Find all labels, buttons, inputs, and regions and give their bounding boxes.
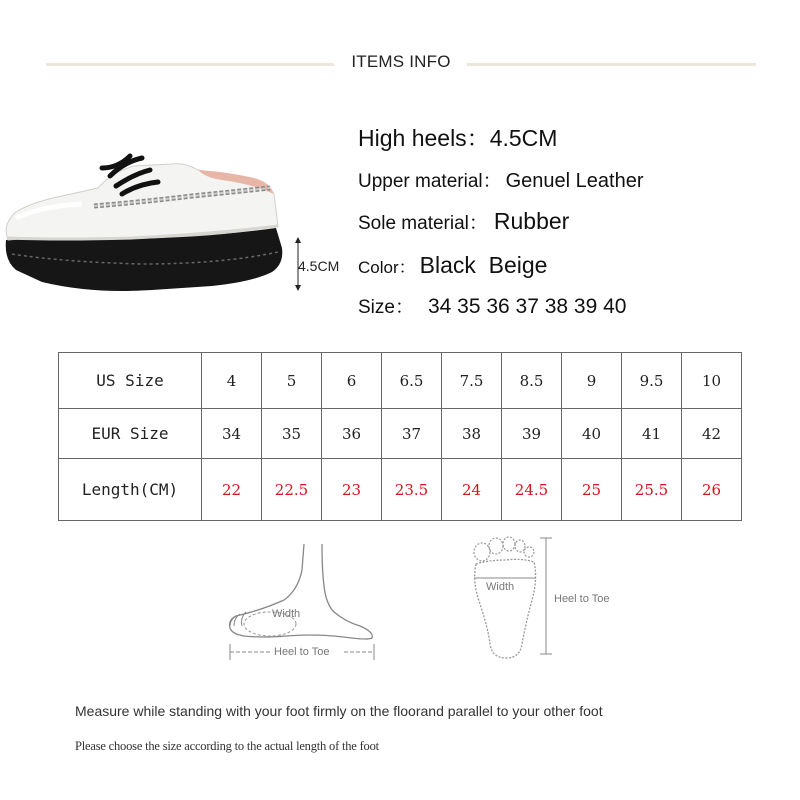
size-chart-table xyxy=(58,352,742,521)
table-cell: 39 xyxy=(502,409,562,459)
spec-sole xyxy=(358,208,569,235)
spec-heel-label: High heels： xyxy=(358,125,490,151)
table-cell: 6.5 xyxy=(382,353,442,409)
table-cell: 7.5 xyxy=(442,353,502,409)
foot-side-diagram xyxy=(222,540,382,662)
spec-upper-label: Upper material： xyxy=(358,171,502,192)
table-cell: 36 xyxy=(322,409,382,459)
table-cell: 9.5 xyxy=(622,353,682,409)
table-cell: 10 xyxy=(682,353,742,409)
spec-color-label: Color： xyxy=(358,258,416,277)
shoe-image xyxy=(2,148,288,294)
table-cell: 24.5 xyxy=(502,459,562,521)
table-cell: 23 xyxy=(322,459,382,521)
header-rule-left xyxy=(46,63,334,66)
spec-color-value: Black Beige xyxy=(419,252,548,278)
side-length-label: Heel to Toe xyxy=(274,646,330,658)
row-header-eur: EUR Size xyxy=(59,409,202,459)
table-cell: 41 xyxy=(622,409,682,459)
spec-color xyxy=(358,252,547,279)
table-cell: 6 xyxy=(322,353,382,409)
table-cell: 4 xyxy=(202,353,262,409)
table-cell: 26 xyxy=(682,459,742,521)
table-cell: 22.5 xyxy=(262,459,322,521)
header-title: ITEMS INFO xyxy=(351,52,451,71)
row-header-us: US Size xyxy=(59,353,202,409)
table-cell: 37 xyxy=(382,409,442,459)
table-row-length xyxy=(59,459,742,521)
table-cell: 23.5 xyxy=(382,459,442,521)
spec-heel-value: 4.5CM xyxy=(489,125,558,151)
heel-height-label: 4.5CM xyxy=(298,258,340,274)
table-cell: 35 xyxy=(262,409,322,459)
table-cell: 22 xyxy=(202,459,262,521)
top-length-label: Heel to Toe xyxy=(554,593,610,605)
table-cell: 5 xyxy=(262,353,322,409)
table-cell: 42 xyxy=(682,409,742,459)
row-header-length: Length(CM) xyxy=(59,459,202,521)
spec-upper xyxy=(358,166,644,193)
side-width-label: Width xyxy=(272,608,301,620)
spec-heel xyxy=(358,120,557,153)
size-advice: Please choose the size according to the actual length of the foot xyxy=(75,739,379,753)
table-cell: 25.5 xyxy=(622,459,682,521)
measure-instruction: Measure while standing with your foot firmly on the floorand parallel to your other foot xyxy=(75,703,603,719)
table-row-eur xyxy=(59,409,742,459)
table-cell: 40 xyxy=(562,409,622,459)
table-cell: 38 xyxy=(442,409,502,459)
spec-upper-value: Genuel Leather xyxy=(505,170,644,192)
header-rule-right xyxy=(467,63,756,66)
table-cell: 34 xyxy=(202,409,262,459)
spec-size-value: 34 35 36 37 38 39 40 xyxy=(427,295,627,318)
spec-size-label: Size： xyxy=(358,297,414,318)
spec-sole-value: Rubber xyxy=(493,208,570,234)
foot-top-diagram xyxy=(462,534,632,662)
table-cell: 9 xyxy=(562,353,622,409)
top-width-label: Width xyxy=(486,581,515,593)
table-cell: 24 xyxy=(442,459,502,521)
table-cell: 25 xyxy=(562,459,622,521)
spec-sole-label: Sole material： xyxy=(358,213,488,234)
table-row-us xyxy=(59,353,742,409)
spec-size xyxy=(358,292,626,319)
table-cell: 8.5 xyxy=(502,353,562,409)
